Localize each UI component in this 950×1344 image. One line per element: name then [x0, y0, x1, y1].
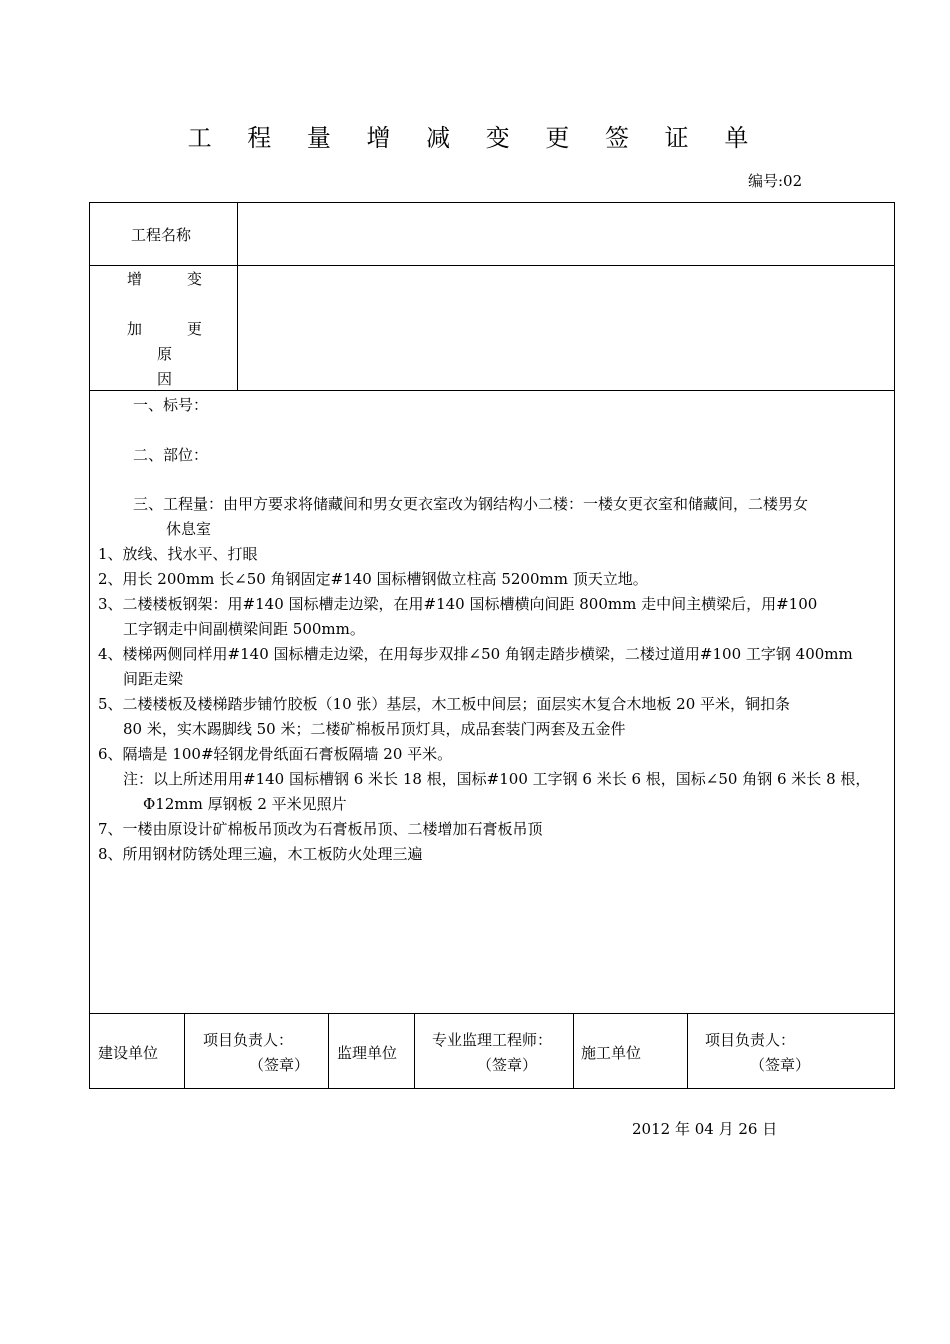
- column-divider: [184, 1013, 185, 1089]
- reason-value: [240, 268, 892, 388]
- supervision-engineer-seal: （签章）: [477, 1056, 538, 1074]
- reason-label-cause2: 因: [157, 370, 173, 388]
- project-manager-seal: （签章）: [249, 1056, 310, 1074]
- item-1: 1、放线、找水平、打眼: [98, 545, 258, 563]
- project-name-value: [240, 205, 892, 263]
- reason-label-cause1: 原: [157, 345, 173, 363]
- reason-label-change: 变: [187, 270, 203, 288]
- note-cont: Φ12mm 厚钢板 2 平米见照片: [143, 795, 347, 813]
- reason-label-add: 加: [127, 320, 143, 338]
- note: 注：以上所述用用#140 国标槽钢 6 米长 18 根，国标#100 工字钢 6 米长 6 根，国标∠50 角钢 6 米长 8 根，: [123, 770, 871, 788]
- construction-unit-label: 建设单位: [98, 1044, 159, 1062]
- item-8: 8、所用钢材防锈处理三遍，木工板防火处理三遍: [98, 845, 423, 863]
- contractor-manager-seal: （签章）: [750, 1056, 811, 1074]
- column-divider: [414, 1013, 415, 1089]
- row-divider: [89, 390, 895, 391]
- item-2: 2、用长 200mm 长∠50 角钢固定#140 国标槽钢做立柱高 5200mm 顶天立地。: [98, 570, 648, 588]
- item-6: 6、隔墙是 100#轻钢龙骨纸面石膏板隔墙 20 平米。: [98, 745, 453, 763]
- item-5: 5、二楼楼板及楼梯踏步铺竹胶板（10 张）基层，木工板中间层；面层实木复合木地板 20 平米，铜扣条: [98, 695, 791, 713]
- row-divider: [89, 265, 895, 266]
- item-5-cont: 80 米，实木踢脚线 50 米；二楼矿棉板吊顶灯具，成品套装门两套及五金件: [123, 720, 626, 738]
- item-4-cont: 间距走梁: [123, 670, 184, 688]
- column-divider: [573, 1013, 574, 1089]
- contractor-unit-label: 施工单位: [581, 1044, 642, 1062]
- column-divider: [328, 1013, 329, 1089]
- item-7: 7、一楼由原设计矿棉板吊顶改为石膏板吊顶、二楼增加石膏板吊顶: [98, 820, 543, 838]
- column-divider: [237, 202, 238, 391]
- section-quantity: 三、工程量：由甲方要求将储藏间和男女更衣室改为钢结构小二楼：一楼女更衣室和储藏间，二楼男女: [133, 495, 809, 513]
- form-number: 编号:02: [748, 172, 803, 190]
- project-name-label: 工程名称: [131, 226, 192, 244]
- section-location: 二、部位：: [133, 446, 209, 464]
- section-quantity-cont: 休息室: [166, 520, 212, 538]
- item-3: 3、二楼楼板钢架：用#140 国标槽走边梁，在用#140 国标槽横向间距 800mm 走中间主横梁后，用#100: [98, 595, 818, 613]
- supervision-unit-label: 监理单位: [337, 1044, 398, 1062]
- page-title: 工 程 量 增 减 变 更 签 证 单: [187, 124, 763, 152]
- item-3-cont: 工字钢走中间副横梁间距 500mm。: [123, 620, 365, 638]
- column-divider: [687, 1013, 688, 1089]
- table-border-top: [89, 202, 895, 203]
- project-manager-label: 项目负责人：: [203, 1031, 294, 1049]
- row-divider: [89, 1013, 895, 1014]
- reason-label-increase: 增: [127, 270, 143, 288]
- supervision-engineer-label: 专业监理工程师：: [432, 1031, 553, 1049]
- item-4: 4、楼梯两侧同样用#140 国标槽走边梁，在用每步双排∠50 角钢走踏步横梁，二楼过道用#100 工字钢 400mm: [98, 645, 853, 663]
- contractor-manager-label: 项目负责人：: [705, 1031, 796, 1049]
- section-grade: 一、标号：: [133, 396, 209, 414]
- table-border-bottom: [89, 1088, 895, 1089]
- table-border-right: [894, 202, 895, 1089]
- table-border-left: [89, 202, 90, 1089]
- reason-label-more: 更: [187, 320, 203, 338]
- date: 2012 年 04 月 26 日: [632, 1120, 778, 1138]
